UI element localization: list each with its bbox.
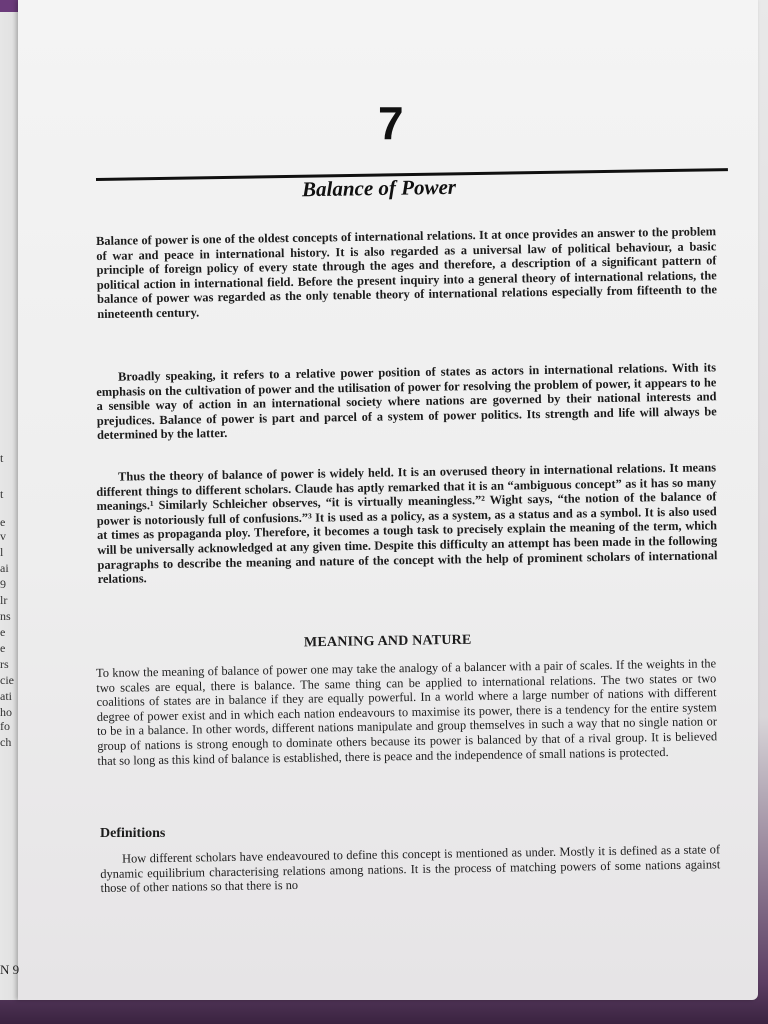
margin-fragment: t — [0, 451, 4, 465]
paragraph-definitions: How different scholars have endeavoured to define this concept is mentioned as under. Mostly it is defined as a state of dynamic equilibrium characterising relations among nations. It is the process of matching powers of some nations against those of other nations so that there is no — [100, 842, 721, 896]
paragraph-theory: Thus the theory of balance of power is widely held. It is an overused theory in international relations. It means different things to different scholars. Claude has aptly remarked that it is an “ambiguous concept” as it has so many meanings.¹ Similarly Schleicher observes, “it is virtually meaningless.”² Wight says, “the notion of the balance of power is notoriously full of confusions.”³ It is used as a policy, as a system, as a status and as a symbol. It is also used at times as propaganda ploy. Therefore, it becomes a tough task to precisely explain the meaning of the term, which will be universally acknowledged at any given time. Despite this difficulty an attempt has been made in the following paragraphs to describe the meaning and nature of the concept with the help of prominent scholars of international relations. — [96, 460, 718, 587]
margin-fragment: t — [0, 487, 4, 501]
margin-bottom-fragment: N 9 — [0, 962, 20, 977]
margin-fragment: lr — [0, 593, 8, 607]
subsection-heading: Definitions — [100, 826, 166, 841]
paragraph-intro: Balance of power is one of the oldest concepts of international relations. It at once provides an answer to the problem of war and peace in international history. It is also regarded as a universal law of political behaviour, a basic principle of foreign policy of every state through the ages and therefore, a description of a significant pattern of political action in international field. Before the present inquiry into a general theory of international relations, the balance of power was regarded as the only tenable theory of international relations especially from fifteenth to the nineteenth century. — [96, 224, 718, 321]
paragraph-broadly: Broadly speaking, it refers to a relative power position of states as actors in international relations. With its emphasis on the cultivation of power and the utilisation of power for resolving the problem of power, it appears to he a sensible way of action in an international society where nations are governed by their national interests and prejudices. Balance of power is part and parcel of a system of power politics. Its strength and life will always be determined by the latter. — [96, 360, 717, 443]
margin-fragment: rs — [0, 657, 9, 671]
scan-corner-mark — [0, 0, 20, 12]
margin-fragment: e — [0, 625, 6, 639]
margin-fragment: fo — [0, 719, 10, 733]
margin-fragment: ho — [0, 705, 12, 719]
margin-fragment: ch — [0, 735, 12, 749]
chapter-number: 7 — [378, 97, 404, 149]
paragraph-meaning: To know the meaning of balance of power one may take the analogy of a balancer with a pair of scales. If the weights in the two scales are equal, there is balance. The same thing can be applied to international relations. The two states or two coalitions of states are in balance if they are equally powerful. In a world where a large number of nations with different degree of power exist and in which each nation endeavours to maximise its power, there is a tendency for the entire system to be in a balance. In other words, different nations manipulate and group themselves in such a way that no single nation or group of nations is strong enough to dominate others because its power is balanced by that of a rival group. It is believed that so long as this kind of balance is established, there is peace and the independence of small nations is protected. — [96, 656, 718, 768]
book-page — [18, 0, 758, 1000]
margin-fragment: 9 — [0, 577, 6, 591]
margin-fragment: e — [0, 641, 6, 655]
margin-fragment: v — [0, 529, 6, 543]
margin-fragment: ns — [0, 609, 11, 623]
section-heading: MEANING AND NATURE — [303, 632, 472, 651]
margin-fragment: ai — [0, 561, 9, 575]
margin-fragment: l — [0, 545, 4, 559]
chapter-title: Balance of Power — [301, 174, 457, 202]
margin-fragment: ati — [0, 689, 12, 703]
margin-fragment: e — [0, 515, 6, 529]
margin-fragment: cie — [0, 673, 14, 687]
